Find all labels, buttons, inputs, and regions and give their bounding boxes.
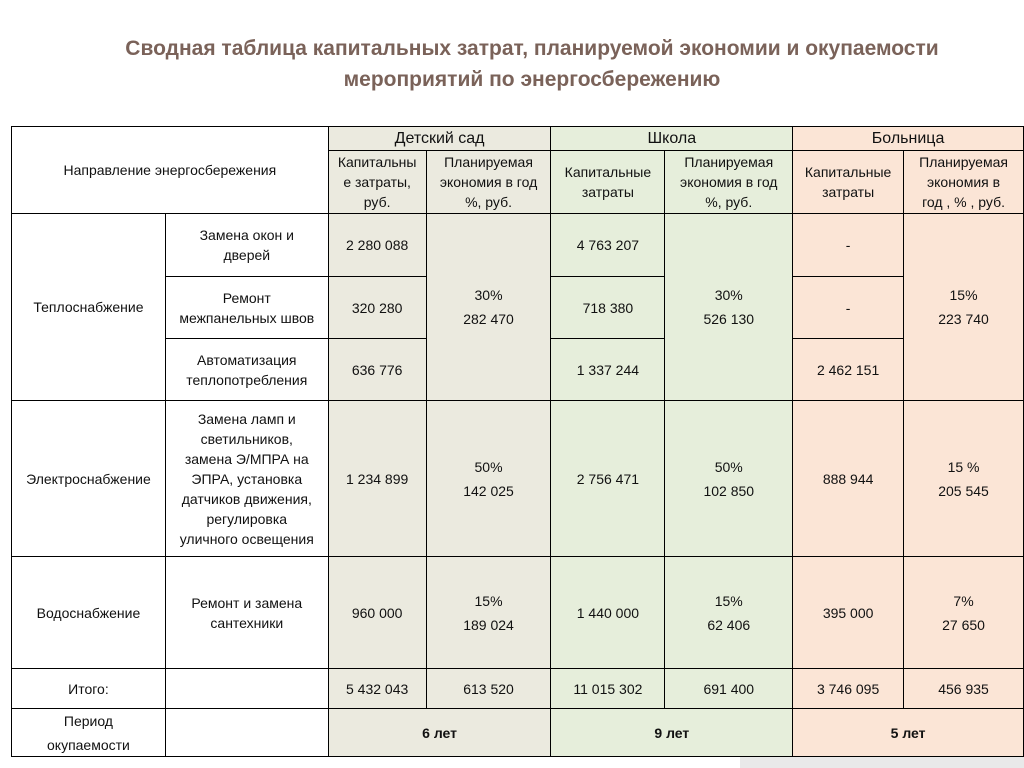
- school-saving-cell: [665, 214, 793, 401]
- measure-cell: [165, 214, 328, 277]
- school-capex-cell: 4 763 207: [551, 214, 665, 277]
- title-line-2: мероприятий по энергосбережению: [343, 68, 721, 91]
- school-saving-cell: [665, 557, 793, 669]
- group-school: Школа: [551, 127, 793, 151]
- hospital-capex-cell: -: [793, 277, 904, 339]
- payback-label: [12, 709, 166, 757]
- saving-percent: 15%: [949, 287, 978, 303]
- header-line: Планируемая: [444, 154, 533, 170]
- slide-edge-shadow: [740, 757, 1024, 768]
- header-kg-saving: [426, 151, 551, 214]
- total-kg-capex: 5 432 043: [328, 669, 426, 709]
- measure-line: теплопотребления: [186, 371, 308, 388]
- kg-capex-cell: 320 280: [328, 277, 426, 339]
- measure-line: межпанельных швов: [179, 309, 315, 326]
- header-row-groups: [12, 127, 1024, 151]
- measure-line: датчиков движения,: [181, 490, 312, 507]
- header-line: затраты: [581, 184, 634, 200]
- header-direction: Направление энергосбережения: [12, 127, 329, 214]
- kg-capex-cell: 2 280 088: [328, 214, 426, 277]
- saving-amount: 27 650: [942, 616, 985, 633]
- saving-percent: 50%: [714, 458, 743, 475]
- total-hospital-saving: 456 935: [904, 669, 1024, 709]
- header-hospital-capex: [793, 151, 904, 214]
- category-electric: Электроснабжение: [12, 401, 166, 557]
- measure-cell: [165, 557, 328, 669]
- header-line: е затраты,: [343, 174, 411, 190]
- kg-saving-cell: [426, 401, 551, 557]
- header-kg-capex: [328, 151, 426, 214]
- school-capex-cell: 1 440 000: [551, 557, 665, 669]
- measure-line: сантехники: [210, 614, 284, 631]
- payback-school: 9 лет: [551, 709, 793, 757]
- header-line: Планируемая: [684, 154, 774, 170]
- header-line: %, руб.: [705, 194, 753, 210]
- measure-line: ЭПРА, установка: [191, 470, 303, 487]
- saving-amount: 526 130: [703, 311, 755, 327]
- saving-amount: 142 025: [463, 482, 514, 499]
- payback-kindergarten: 6 лет: [328, 709, 551, 757]
- measure-line: Замена ламп и: [197, 410, 296, 427]
- measure-cell: [165, 339, 328, 401]
- hospital-capex-cell: 2 462 151: [793, 339, 904, 401]
- hospital-saving-cell: [904, 214, 1024, 401]
- measure-line: Ремонт и замена: [191, 594, 303, 611]
- hospital-capex-cell: -: [793, 214, 904, 277]
- saving-percent: 30%: [714, 287, 743, 303]
- total-empty-cell: [165, 669, 328, 709]
- measure-line: дверей: [223, 247, 271, 263]
- header-line: руб.: [363, 194, 391, 210]
- measure-line: замена Э/МПРА на: [184, 450, 309, 467]
- hospital-capex-cell: 888 944: [793, 401, 904, 557]
- kg-saving-cell: [426, 557, 551, 669]
- header-line: затраты: [822, 184, 875, 200]
- saving-amount: 282 470: [463, 311, 514, 327]
- school-capex-cell: 718 380: [551, 277, 665, 339]
- header-line: экономия в: [926, 174, 1001, 190]
- header-school-capex: [551, 151, 665, 214]
- group-kindergarten: Детский сад: [328, 127, 551, 151]
- hospital-saving-cell: [904, 557, 1024, 669]
- header-hospital-saving: [904, 151, 1024, 214]
- saving-percent: 30%: [474, 287, 503, 303]
- table-row: [12, 557, 1024, 669]
- header-line: Капитальны: [337, 154, 417, 170]
- header-school-saving: [665, 151, 793, 214]
- measure-line: Автоматизация: [197, 351, 297, 368]
- school-capex-cell: 1 337 244: [551, 339, 665, 401]
- saving-percent: 7%: [953, 592, 974, 609]
- measure-line: светильников,: [200, 430, 293, 447]
- measure-cell: [165, 401, 328, 557]
- header-line: Капитальные: [564, 164, 652, 180]
- measure-line: Ремонт: [222, 289, 271, 306]
- school-saving-cell: [665, 401, 793, 557]
- page-title: [60, 33, 1004, 95]
- total-label: Итого:: [12, 669, 166, 709]
- title-line-1: Сводная таблица капитальных затрат, планируемой экономии и окупаемости: [125, 37, 939, 60]
- category-heat: Теплоснабжение: [12, 214, 166, 401]
- table-row: [12, 401, 1024, 557]
- measure-cell: [165, 277, 328, 339]
- saving-amount: 62 406: [707, 616, 751, 633]
- total-school-capex: 11 015 302: [551, 669, 665, 709]
- saving-amount: 205 545: [938, 482, 989, 499]
- measure-line: уличного освещения: [179, 530, 314, 547]
- saving-percent: 50%: [474, 458, 503, 475]
- measure-line: Замена окон и: [199, 227, 294, 243]
- payback-label-line: окупаемости: [47, 736, 130, 753]
- header-line: экономия в год: [680, 174, 778, 190]
- table-row: [12, 214, 1024, 277]
- kg-capex-cell: 960 000: [328, 557, 426, 669]
- measure-line: регулировка: [206, 510, 288, 527]
- hospital-capex-cell: 395 000: [793, 557, 904, 669]
- group-hospital: Больница: [793, 127, 1024, 151]
- payback-row: [12, 709, 1024, 757]
- header-line: %, руб.: [465, 194, 512, 210]
- hospital-saving-cell: [904, 401, 1024, 557]
- header-line: Планируемая: [919, 154, 1008, 170]
- total-kg-saving: 613 520: [426, 669, 551, 709]
- saving-amount: 223 740: [938, 311, 989, 327]
- header-line: Капитальные: [804, 164, 892, 180]
- total-hospital-capex: 3 746 095: [793, 669, 904, 709]
- school-capex-cell: 2 756 471: [551, 401, 665, 557]
- saving-percent: 15%: [714, 592, 743, 609]
- payback-hospital: 5 лет: [793, 709, 1024, 757]
- kg-saving-cell: [426, 214, 551, 401]
- saving-percent: 15 %: [947, 458, 980, 475]
- total-school-saving: 691 400: [665, 669, 793, 709]
- saving-percent: 15%: [474, 592, 503, 609]
- saving-amount: 189 024: [463, 616, 514, 633]
- header-line: год , % , руб.: [922, 194, 1005, 210]
- kg-capex-cell: 636 776: [328, 339, 426, 401]
- saving-amount: 102 850: [703, 482, 755, 499]
- category-water: Водоснабжение: [12, 557, 166, 669]
- total-row: [12, 669, 1024, 709]
- payback-empty-cell: [165, 709, 328, 757]
- payback-label-line: Период: [63, 712, 113, 729]
- summary-table: [11, 126, 1024, 757]
- kg-capex-cell: 1 234 899: [328, 401, 426, 557]
- header-line: экономия в год: [439, 174, 538, 190]
